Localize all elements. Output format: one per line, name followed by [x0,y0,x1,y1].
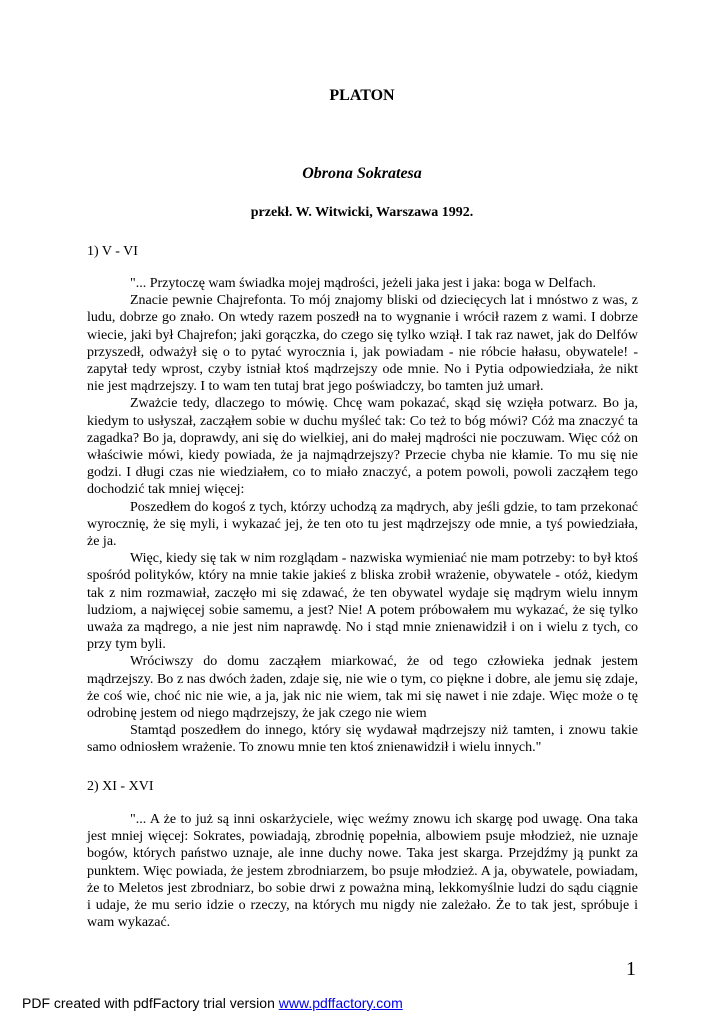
paragraph: "... Przytoczę wam świadka mojej mądrości, jeżeli jaka jest i jaka: boga w Delfach. [130,276,596,291]
translation-credit: przekł. W. Witwicki, Warszawa 1992. [250,205,474,220]
footer-link[interactable]: www.pdffactory.com [278,995,403,1011]
pdf-footer [22,995,403,1011]
document-title: PLATON [329,87,395,104]
paragraph: Znacie pewnie Chajrefonta. To mój znajomy bliski od dziecięcych lat i mnóstwo z was, z ludu, dobrze go znało. On wtedy razem poszedł na to wygnanie i wrócił razem z wami. I dobrze wiecie, jaki był Chajrefon; jaki gorączka, do czego się tylko wziął. I tak raz nawet, jak do Delfów przyszedł, odważył się o to pytać wyrocznia i, jak powiadam - nie róbcie hałasu, obywatele! - zapytał tedy wprost, czyby istniał ktoś mądrzejszy ode mnie. No i Pytia odpowiedziała, że nikt nie jest mądrzejszy. I to wam ten tutaj brat jego poświadczy, bo tamten już umarł. [87,293,638,395]
paragraph: Wróciwszy do domu zacząłem miarkować, że od tego człowieka jednak jestem mądrzejszy. Bo z nas dwóch żaden, zdaje się, nie wie o tym, co piękne i dobre, ale jemu się zdaje, że coś wie, choć nic nie wie, a ja, jak nic nie wiem, tak mi się nawet i nie zdaje. Więc może o tę odrobinę jestem od niego mądrzejszy, że jak czego nie wiem [87,654,638,722]
section-2-body [87,811,638,931]
footer-text: PDF created with pdfFactory trial version [22,995,279,1011]
paragraph: "... A że to już są inni oskarżyciele, więc weźmy znowu ich skargę pod uwagę. Ona taka jest mniej więcej: Sokrates, powiadają, zbrodnię popełnia, albowiem psuje młodzież, nie uznaje bogów, których państwo uznaje, ale inne duchy nowe. Taka jest skarga. Przejdźmy ją punkt za punktem. Więc powiada, że jestem zbrodniarzem, bo psuje młodzież. A ja, obywatele, powiadam, że to Meletos jest zbrodniarz, bo sobie drwi z poważna miną, lekkomyślnie ludzi do sądu ciągnie i udaje, że mu serio idzie o rzeczy, na których mu nigdy nie zależało. Że to tak jest, spróbuje i wam wykazać. [87,812,638,931]
paragraph: Poszedłem do kogoś z tych, którzy uchodzą za mądrych, aby jeśli gdzie, to tam przekonać wyrocznię, że się myli, i wykazać jej, że ten oto tu jest mądrzejszy ode mnie, a tyś powiedziała, że ja. [87,499,638,550]
paragraph: Stamtąd poszedłem do innego, który się wydawał mądrzejszy niż tamten, i znowu takie samo odniosłem wrażenie. To znowu mnie ten ktoś znienawidził i wielu innych." [87,723,638,756]
section-1-body [87,275,638,757]
paragraph: Więc, kiedy się tak w nim rozglądam - nazwiska wymieniać nie mam potrzeby: to był ktoś spośród polityków, który na mnie takie jakieś z bliska zrobił wrażenie, obywatele - otóż, kiedym tak z nim rozmawiał, zaczęło mi się zdawać, że ten obywatel wydaje się mądrym wielu innym ludziom, a najwięcej sobie samemu, a jest? Nie! A potem próbowałem mu wykazać, że się tylko uważa za mądrego, a nie jest nim naprawdę. No i stąd mnie znienawidził i on i wielu z tych, co przy tym byli. [87,551,638,653]
section-heading-2: 2) XI - XVI [87,779,154,794]
section-heading-1: 1) V - VI [87,244,138,259]
page-number: 1 [626,958,636,980]
paragraph: Zważcie tedy, dlaczego to mówię. Chcę wam pokazać, skąd się wzięła potwarz. Bo ja, kiedym to usłyszał, zacząłem sobie w duchu myśleć tak: Co też to bóg mówi? Cóż ma znaczyć ta zagadka? Bo ja, doprawdy, ani się do wielkiej, ani do małej mądrości nie poczuwam. Więc cóż on właściwie mówi, kiedy powiada, że ja najmądrzejszy? Przecie chyba nie kłamie. To mu się nie godzi. I długi czas nie wiedziałem, co to miało znaczyć, a potem powoli, powoli zacząłem tego dochodzić tak mniej więcej: [87,396,638,498]
document-subtitle: Obrona Sokratesa [302,165,422,182]
